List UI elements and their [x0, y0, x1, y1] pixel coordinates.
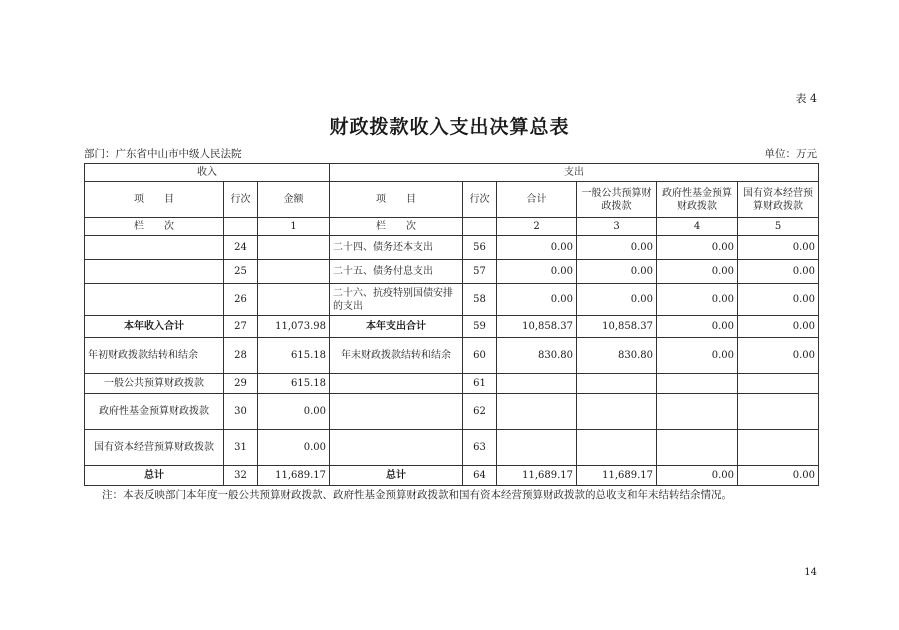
- income-amount: 0.00: [258, 430, 330, 466]
- table-row: [85, 236, 819, 260]
- table-number: 表 4: [795, 92, 817, 105]
- expense-item: [330, 374, 463, 394]
- general-value: 11,689.17: [577, 466, 657, 486]
- expense-item: [330, 430, 463, 466]
- header-row-columns: [85, 182, 819, 218]
- expense-line: 59: [463, 316, 497, 338]
- income-amount: [258, 284, 330, 316]
- expense-item: [330, 394, 463, 430]
- total-value: [497, 430, 577, 466]
- state-value: 0.00: [738, 466, 819, 486]
- column-label: 栏 次: [85, 218, 224, 236]
- department-label: 部门：广东省中山市中级人民法院: [84, 148, 242, 160]
- income-item: 一般公共预算财政拨款: [85, 374, 224, 394]
- income-line: 27: [224, 316, 258, 338]
- column-number-row: [85, 218, 819, 236]
- income-item: [85, 236, 224, 260]
- table-row: [85, 394, 819, 430]
- income-item: [85, 260, 224, 284]
- fund-value: [657, 374, 738, 394]
- income-item-header: 项 目: [85, 182, 224, 218]
- income-item: 本年收入合计: [85, 316, 224, 338]
- table-row: [85, 338, 819, 374]
- empty-cell: [224, 218, 258, 236]
- general-value: [577, 430, 657, 466]
- total-value: 0.00: [497, 260, 577, 284]
- expense-item: 本年支出合计: [330, 316, 463, 338]
- col-number-fund: 4: [657, 218, 738, 236]
- expense-item: 二十六、抗疫特别国债安排的支出: [330, 284, 463, 316]
- col-number-total: 2: [497, 218, 577, 236]
- empty-cell: [463, 218, 497, 236]
- state-value: [738, 430, 819, 466]
- income-line: 32: [224, 466, 258, 486]
- expense-line: 63: [463, 430, 497, 466]
- col-number-state: 5: [738, 218, 819, 236]
- col-number-general: 3: [577, 218, 657, 236]
- expense-line: 60: [463, 338, 497, 374]
- income-item: 总计: [85, 466, 224, 486]
- income-item: 政府性基金预算财政拨款: [85, 394, 224, 430]
- page-number: 14: [804, 567, 817, 578]
- fund-value: 0.00: [657, 316, 738, 338]
- table-row: [85, 374, 819, 394]
- fund-value: 0.00: [657, 284, 738, 316]
- header-row-top: [85, 164, 819, 182]
- general-value: 10,858.37: [577, 316, 657, 338]
- total-value: 830.80: [497, 338, 577, 374]
- table-row: [85, 316, 819, 338]
- total-value: 10,858.37: [497, 316, 577, 338]
- income-line: 26: [224, 284, 258, 316]
- column-label-expense: 栏 次: [330, 218, 463, 236]
- income-item: [85, 284, 224, 316]
- budget-table: [84, 163, 819, 486]
- total-header: 合计: [497, 182, 577, 218]
- income-amount: 11,689.17: [258, 466, 330, 486]
- fund-value: 0.00: [657, 236, 738, 260]
- expense-line: 61: [463, 374, 497, 394]
- general-value: 0.00: [577, 260, 657, 284]
- fund-value: [657, 394, 738, 430]
- total-value: [497, 394, 577, 430]
- income-line: 28: [224, 338, 258, 374]
- fund-value: 0.00: [657, 338, 738, 374]
- expense-line: 58: [463, 284, 497, 316]
- expense-item: 年末财政拨款结转和结余: [330, 338, 463, 374]
- unit-label: 单位：万元: [764, 148, 817, 160]
- general-value: [577, 374, 657, 394]
- income-line: 24: [224, 236, 258, 260]
- expense-line: 57: [463, 260, 497, 284]
- income-line: 30: [224, 394, 258, 430]
- income-item: 年初财政拨款结转和结余: [85, 338, 224, 374]
- expense-line: 62: [463, 394, 497, 430]
- state-value: 0.00: [738, 236, 819, 260]
- expense-item: 总计: [330, 466, 463, 486]
- total-value: 11,689.17: [497, 466, 577, 486]
- expense-line-header: 行次: [463, 182, 497, 218]
- income-amount: 11,073.98: [258, 316, 330, 338]
- general-budget-header: 一般公共预算财政拨款: [577, 182, 657, 218]
- state-capital-header: 国有资本经营预算财政拨款: [738, 182, 819, 218]
- general-value: [577, 394, 657, 430]
- col-number-amount: 1: [258, 218, 330, 236]
- table-row: [85, 260, 819, 284]
- state-value: 0.00: [738, 316, 819, 338]
- income-line: 25: [224, 260, 258, 284]
- fund-budget-header: 政府性基金预算财政拨款: [657, 182, 738, 218]
- income-amount: [258, 260, 330, 284]
- income-amount: [258, 236, 330, 260]
- expense-line: 56: [463, 236, 497, 260]
- general-value: 830.80: [577, 338, 657, 374]
- income-amount-header: 金额: [258, 182, 330, 218]
- general-value: 0.00: [577, 284, 657, 316]
- general-value: 0.00: [577, 236, 657, 260]
- state-value: 0.00: [738, 338, 819, 374]
- expense-line: 64: [463, 466, 497, 486]
- state-value: 0.00: [738, 260, 819, 284]
- fund-value: 0.00: [657, 260, 738, 284]
- state-value: [738, 394, 819, 430]
- expense-header: 支出: [330, 164, 819, 182]
- income-header: 收入: [85, 164, 330, 182]
- expense-item-header: 项 目: [330, 182, 463, 218]
- table-row: [85, 430, 819, 466]
- footnote: 注：本表反映部门本年度一般公共预算财政拨款、政府性基金预算财政拨款和国有资本经营预算财政拨款的总收支和年末结转结余情况。: [102, 489, 732, 501]
- income-line: 29: [224, 374, 258, 394]
- table-row: [85, 466, 819, 486]
- income-line: 31: [224, 430, 258, 466]
- total-value: [497, 374, 577, 394]
- income-item: 国有资本经营预算财政拨款: [85, 430, 224, 466]
- fund-value: 0.00: [657, 466, 738, 486]
- income-amount: 0.00: [258, 394, 330, 430]
- state-value: 0.00: [738, 284, 819, 316]
- expense-item: 二十四、债务还本支出: [330, 236, 463, 260]
- page-title: 财政拨款收入支出决算总表: [329, 116, 570, 138]
- expense-item: 二十五、债务付息支出: [330, 260, 463, 284]
- income-amount: 615.18: [258, 338, 330, 374]
- total-value: 0.00: [497, 236, 577, 260]
- income-amount: 615.18: [258, 374, 330, 394]
- table-row: [85, 284, 819, 316]
- state-value: [738, 374, 819, 394]
- fund-value: [657, 430, 738, 466]
- total-value: 0.00: [497, 284, 577, 316]
- income-line-header: 行次: [224, 182, 258, 218]
